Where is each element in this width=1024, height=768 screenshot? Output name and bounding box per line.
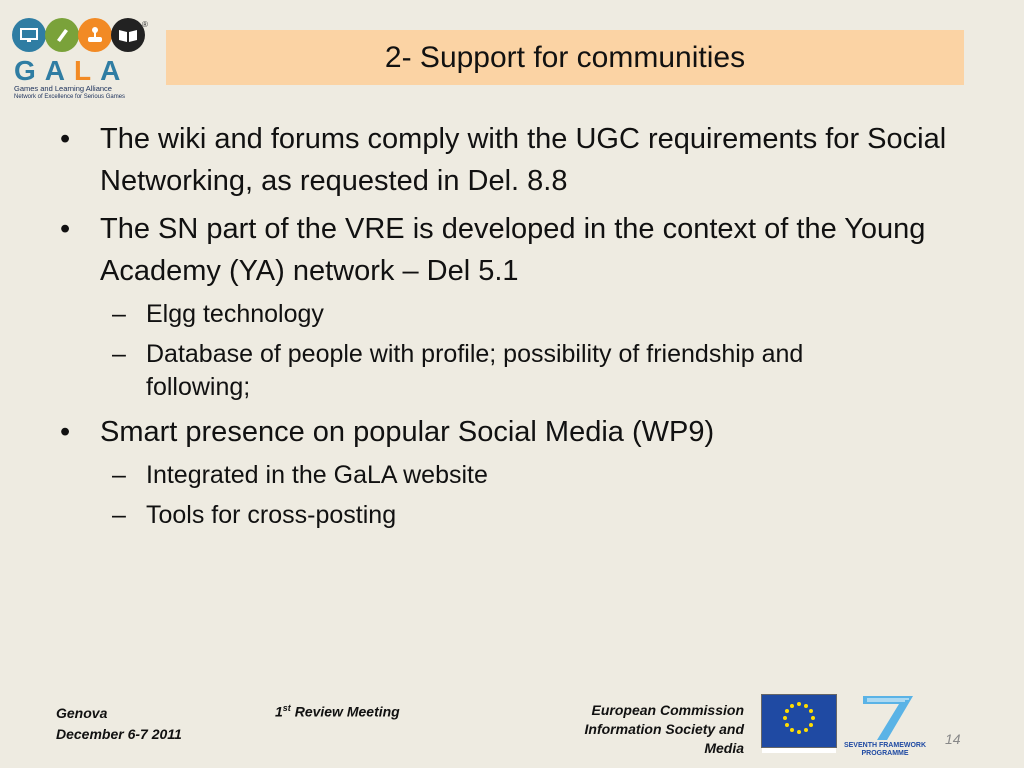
ec-line-2: Information Society and	[584, 721, 744, 737]
ec-line-3: Media	[704, 740, 744, 756]
sub-bullet-item	[60, 338, 960, 404]
registered-mark: ®	[142, 20, 148, 29]
book-icon	[111, 18, 145, 52]
fp7-line-2: PROGRAMME	[861, 750, 909, 757]
fp7-line-1: SEVENTH FRAMEWORK	[843, 742, 927, 749]
sub-bullet-text: Database of people with profile; possibility of friendship and following;	[146, 340, 804, 401]
sub-bullet-item	[60, 459, 960, 492]
bullet-text: The SN part of the VRE is developed in the context of the Young Academy (YA) network – Del 5.1	[100, 213, 926, 287]
fp7-icon	[843, 692, 927, 742]
bullet-item	[60, 118, 960, 202]
sub-bullet-text: Tools for cross-posting	[146, 501, 397, 529]
logo-letter-a2: A	[100, 55, 130, 86]
pen-icon	[45, 18, 79, 52]
logo-subtitle: Network of Excellence for Serious Games	[14, 94, 126, 100]
sub-bullet-item	[60, 298, 960, 331]
meeting-suffix: st	[282, 703, 291, 713]
footer-dates: December 6-7 2011	[56, 726, 182, 742]
bullet-text: Smart presence on popular Social Media (WP9)	[100, 416, 715, 448]
slide-title: 2- Support for communities	[166, 30, 964, 85]
fp7-text	[843, 742, 927, 758]
meeting-label: Review Meeting	[290, 703, 400, 720]
bullet-item	[60, 208, 960, 292]
logo-tagline: Games and Learning Alliance	[14, 84, 112, 93]
bullet-icon: •	[60, 123, 71, 155]
monitor-icon	[12, 18, 46, 52]
footer-location	[56, 703, 182, 745]
eu-flag-icon	[761, 694, 837, 748]
eu-caption	[762, 748, 836, 753]
footer-meeting	[275, 703, 400, 720]
dash-icon: –	[112, 340, 126, 368]
dash-icon: –	[112, 461, 126, 489]
sub-bullet-text: Elgg technology	[146, 300, 324, 328]
logo-wordmark	[14, 56, 142, 86]
bullet-text: The wiki and forums comply with the UGC requirements for Social Networking, as requested in Del. 8.8	[100, 123, 947, 197]
dash-icon: –	[112, 501, 126, 529]
footer-city: Genova	[56, 705, 108, 721]
logo-letter-l: L	[74, 55, 101, 86]
joystick-icon	[78, 18, 112, 52]
footer-ec	[548, 701, 744, 758]
meeting-ordinal: 1	[275, 703, 283, 720]
logo-circles	[12, 18, 146, 54]
sub-bullet-text: Integrated in the GaLA website	[146, 461, 488, 489]
sub-bullet-item	[60, 499, 960, 532]
ec-line-1: European Commission	[591, 702, 744, 718]
bullet-icon: •	[60, 416, 71, 448]
dash-icon: –	[112, 300, 126, 328]
slide-content	[60, 118, 960, 539]
page-number: 14	[945, 731, 961, 747]
bullet-item	[60, 411, 960, 453]
fp7-logo	[843, 692, 927, 762]
gala-logo	[8, 14, 150, 104]
eu-stars	[762, 695, 836, 741]
logo-letter-a1: A	[44, 55, 75, 86]
logo-letter-g: G	[14, 55, 45, 86]
bullet-icon: •	[60, 213, 71, 245]
